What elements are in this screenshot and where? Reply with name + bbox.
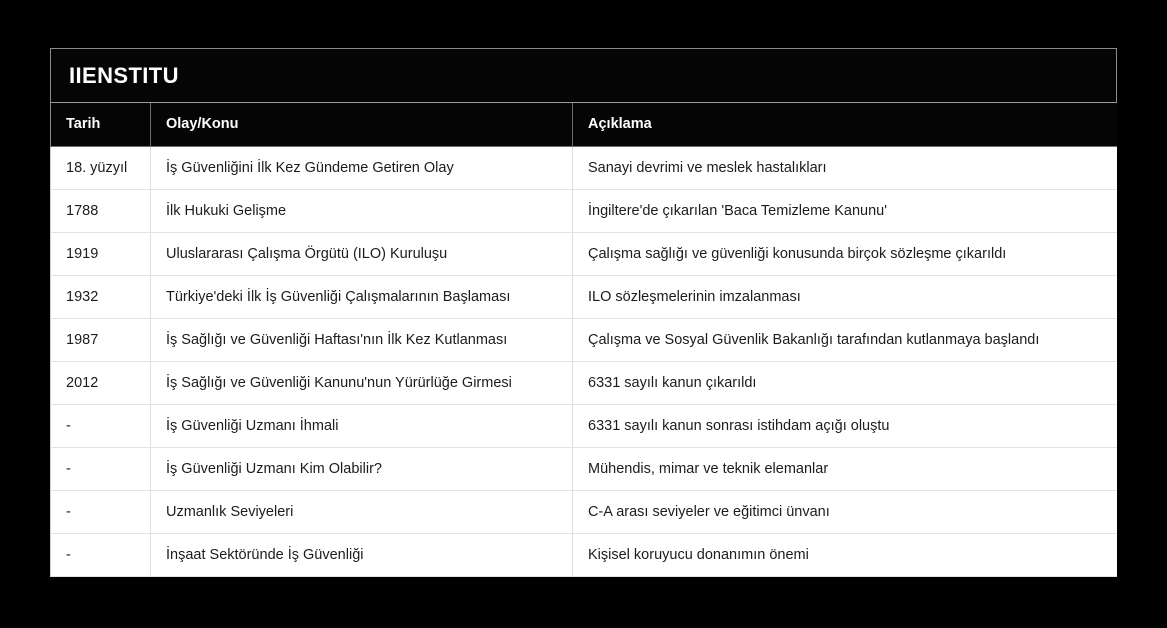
table-row	[51, 447, 1118, 490]
table-row	[51, 146, 1118, 189]
cell-description: Kişisel koruyucu donanımın önemi	[573, 533, 1118, 576]
cell-date: -	[51, 447, 151, 490]
column-header-event[interactable]: Olay/Konu	[151, 103, 573, 146]
table-row	[51, 318, 1118, 361]
cell-date: 1919	[51, 232, 151, 275]
cell-description: ILO sözleşmelerinin imzalanması	[573, 275, 1118, 318]
cell-event: İş Güvenliği Uzmanı Kim Olabilir?	[151, 447, 573, 490]
cell-date: 1987	[51, 318, 151, 361]
cell-date: -	[51, 533, 151, 576]
cell-date: 1932	[51, 275, 151, 318]
cell-description: 6331 sayılı kanun sonrası istihdam açığı oluştu	[573, 404, 1118, 447]
table-row	[51, 404, 1118, 447]
cell-event: İnşaat Sektöründe İş Güvenliği	[151, 533, 573, 576]
table-row	[51, 490, 1118, 533]
cell-description: Sanayi devrimi ve meslek hastalıkları	[573, 146, 1118, 189]
table-card	[50, 48, 1117, 577]
table-row	[51, 275, 1118, 318]
cell-event: İş Sağlığı ve Güvenliği Haftası'nın İlk Kez Kutlanması	[151, 318, 573, 361]
cell-description: Mühendis, mimar ve teknik elemanlar	[573, 447, 1118, 490]
cell-event: İş Güvenliğini İlk Kez Gündeme Getiren Olay	[151, 146, 573, 189]
cell-event: İş Güvenliği Uzmanı İhmali	[151, 404, 573, 447]
cell-description: 6331 sayılı kanun çıkarıldı	[573, 361, 1118, 404]
table-body	[51, 146, 1118, 576]
cell-event: İlk Hukuki Gelişme	[151, 189, 573, 232]
cell-date: 18. yüzyıl	[51, 146, 151, 189]
cell-date: 2012	[51, 361, 151, 404]
cell-event: İş Sağlığı ve Güvenliği Kanunu'nun Yürürlüğe Girmesi	[151, 361, 573, 404]
table-row	[51, 232, 1118, 275]
cell-description: Çalışma sağlığı ve güvenliği konusunda birçok sözleşme çıkarıldı	[573, 232, 1118, 275]
table-header-row	[51, 103, 1118, 146]
cell-date: 1788	[51, 189, 151, 232]
cell-description: İngiltere'de çıkarılan 'Baca Temizleme Kanunu'	[573, 189, 1118, 232]
cell-event: Türkiye'deki İlk İş Güvenliği Çalışmalarının Başlaması	[151, 275, 573, 318]
cell-event: Uluslararası Çalışma Örgütü (ILO) Kuruluşu	[151, 232, 573, 275]
cell-date: -	[51, 490, 151, 533]
table-row	[51, 361, 1118, 404]
cell-event: Uzmanlık Seviyeleri	[151, 490, 573, 533]
cell-date: -	[51, 404, 151, 447]
cell-description: C-A arası seviyeler ve eğitimci ünvanı	[573, 490, 1118, 533]
brand-header	[50, 48, 1117, 103]
cell-description: Çalışma ve Sosyal Güvenlik Bakanlığı tarafından kutlanmaya başlandı	[573, 318, 1118, 361]
table-row	[51, 189, 1118, 232]
brand-title: IIENSTITU	[69, 62, 179, 88]
column-header-description[interactable]: Açıklama	[573, 103, 1118, 146]
column-header-date[interactable]: Tarih	[51, 103, 151, 146]
table-row	[51, 533, 1118, 576]
timeline-table	[50, 103, 1117, 577]
table-head	[51, 103, 1118, 146]
